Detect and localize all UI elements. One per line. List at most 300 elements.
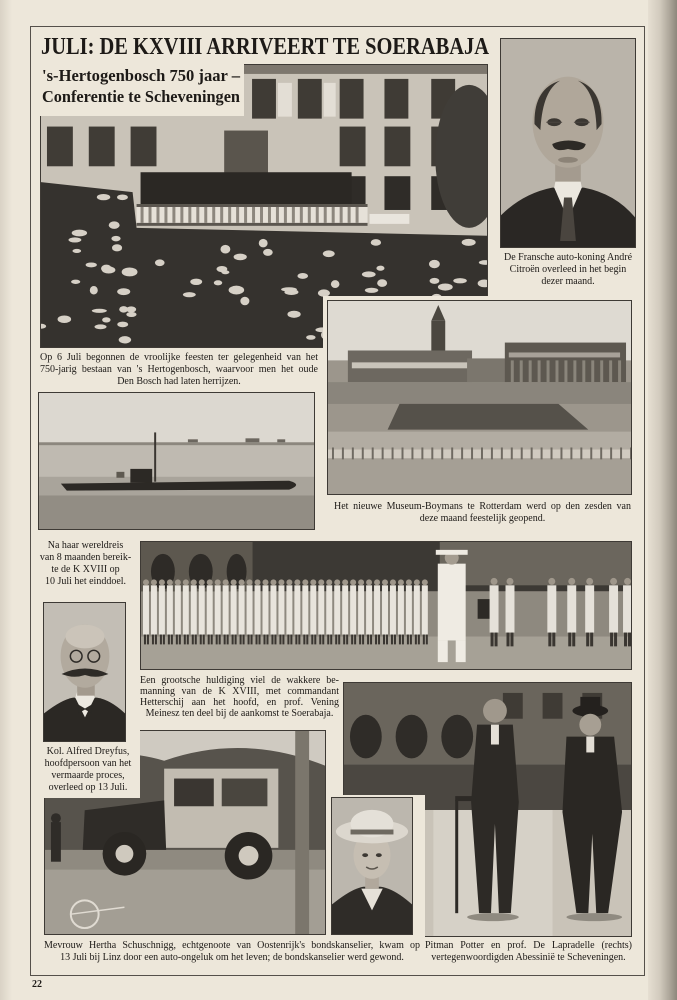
caption-line: 10 Juli het einddoel. (44, 576, 127, 587)
photo-detail (264, 635, 266, 645)
photo-detail (172, 207, 175, 223)
photo-detail (211, 635, 213, 645)
photo-detail (252, 207, 255, 223)
photo-detail (248, 635, 250, 645)
photo-detail (195, 635, 197, 645)
photo-detail (308, 207, 311, 223)
photo-detail (122, 267, 138, 276)
photo-detail (324, 83, 336, 117)
photo-detail (438, 640, 448, 662)
photo-detail (196, 207, 199, 223)
photo-detail (358, 579, 364, 585)
caption-schuschnigg (44, 940, 420, 964)
photo-detail (328, 458, 631, 494)
photo-detail (174, 779, 214, 807)
photo-detail (384, 127, 410, 167)
photo-detail (240, 297, 249, 306)
photo-detail (382, 447, 384, 459)
photo-detail (244, 207, 247, 223)
photo-detail (521, 447, 523, 459)
photo-detail (290, 635, 292, 645)
photo-detail (377, 279, 387, 287)
photo-detail (306, 635, 308, 645)
photo-detail (375, 635, 377, 645)
photo-andre-citroen-portrait (500, 38, 636, 248)
photo-detail (370, 635, 372, 645)
photo-detail (281, 287, 297, 291)
caption-line: vermaarde proces, (51, 770, 125, 781)
photo-illustration (501, 39, 635, 247)
subtitle-line: 's-Hertogenbosch 750 jaar – (42, 66, 240, 85)
photo-detail (247, 579, 253, 585)
caption-line: Na haar wereldreis (47, 540, 124, 551)
photo-detail (340, 127, 366, 167)
photo-detail (72, 230, 87, 237)
photo-detail (117, 322, 128, 328)
photo-detail (310, 579, 316, 585)
photo-detail (183, 585, 189, 634)
photo-detail (126, 312, 136, 317)
photo-detail (384, 79, 408, 119)
photo-detail (352, 362, 467, 368)
photo-detail (236, 207, 239, 223)
photo-detail (367, 635, 369, 645)
caption-line: hoofdpersoon van het (44, 758, 132, 769)
photo-detail (586, 633, 589, 647)
photo-detail (359, 635, 361, 645)
caption-line: te de K XVIII op (51, 564, 120, 575)
photo-illustration (44, 603, 125, 741)
photo-detail (282, 635, 284, 645)
page-number: 22 (32, 979, 42, 990)
photo-detail (155, 259, 165, 266)
photo-detail (168, 635, 170, 645)
caption-line: manning van de K XVIII, met commandant (140, 686, 339, 697)
photo-detail (286, 585, 292, 634)
caption-line: De Fransche auto-koning André (503, 252, 633, 263)
photo-detail (386, 635, 388, 645)
photo-detail (111, 236, 120, 241)
photo-detail (200, 635, 202, 645)
photo-detail (109, 221, 120, 228)
photo-detail (154, 432, 156, 481)
caption-line: Kol. Alfred Dreyfus, (46, 746, 130, 757)
photo-detail (252, 79, 276, 119)
photo-detail (263, 585, 269, 634)
photo-detail (319, 635, 321, 645)
photo-detail (297, 273, 308, 279)
photo-detail (72, 249, 81, 253)
photo-detail (92, 309, 107, 313)
photo-detail (204, 207, 207, 223)
caption-line: Meinesz ten deel bij de aankomst te Soerabaja. (145, 708, 334, 719)
photo-detail (143, 579, 149, 585)
photo-detail (112, 244, 122, 251)
caption-k-xviii (38, 540, 133, 588)
photo-detail (270, 579, 276, 585)
caption-line: Hetterschij aan het hoofd, en prof. Vening (140, 697, 339, 708)
photo-detail (590, 633, 593, 647)
photo-detail (216, 635, 218, 645)
photo-detail (600, 360, 603, 382)
caption-crew (140, 675, 339, 719)
photo-detail (579, 714, 601, 736)
photo-detail (328, 432, 631, 450)
caption-line: 750-jarig bestaan van 's Hertogenbosch, waarvoor men het oude (40, 364, 318, 375)
photo-detail (260, 207, 263, 223)
caption-dreyfus (42, 746, 134, 794)
photo-detail (451, 447, 453, 459)
photo-detail (331, 280, 340, 288)
photo-detail (423, 635, 425, 645)
photo-detail (191, 585, 197, 634)
photo-detail (481, 447, 483, 459)
photo-detail (335, 635, 337, 645)
photo-detail (600, 447, 602, 459)
photo-detail (624, 578, 631, 585)
page-subtitle (42, 65, 240, 107)
photo-detail (86, 262, 97, 267)
photo-detail (495, 633, 498, 647)
photo-detail (623, 585, 631, 632)
photo-detail (414, 579, 420, 585)
photo-detail (141, 207, 144, 223)
photo-detail (295, 731, 309, 934)
photo-detail (620, 447, 622, 459)
photo-detail (388, 404, 589, 430)
photo-detail (302, 585, 308, 634)
photo-detail (406, 585, 412, 634)
photo-detail (582, 360, 585, 382)
caption-line: overleed op 13 Juli. (48, 782, 128, 793)
photo-detail (239, 846, 259, 866)
photo-detail (467, 913, 519, 921)
photo-detail (421, 447, 423, 459)
photo-detail (391, 635, 393, 645)
photo-detail (324, 207, 327, 223)
photo-detail (276, 207, 279, 223)
photo-detail (89, 127, 115, 167)
photo-detail (47, 127, 73, 167)
photo-detail (358, 585, 364, 634)
photo-detail (318, 585, 324, 634)
photo-detail (520, 360, 523, 382)
photo-detail (586, 578, 593, 585)
photo-detail (167, 585, 173, 634)
photo-detail (171, 635, 173, 645)
photo-detail (300, 207, 303, 223)
photo-detail (220, 207, 223, 223)
photo-submarine-k-xviii (38, 392, 315, 530)
photo-detail (191, 579, 197, 585)
photo-detail (187, 635, 189, 645)
page-title-text: JULI: DE KXVIII ARRIVEERT TE SOERABAJA (41, 34, 489, 60)
photo-detail (302, 579, 308, 585)
photo-detail (192, 635, 194, 645)
photo-detail (334, 585, 340, 634)
photo-detail (298, 79, 322, 119)
photo-detail (164, 207, 167, 223)
photo-detail (310, 585, 316, 634)
photo-detail (471, 447, 473, 459)
photo-detail (630, 447, 631, 459)
photo-detail (415, 635, 417, 645)
photo-detail (221, 270, 229, 274)
photo-detail (350, 715, 382, 759)
photo-detail (376, 266, 384, 271)
photo-detail (491, 725, 499, 745)
photo-detail (585, 585, 594, 632)
photo-detail (538, 360, 541, 382)
photo-detail (207, 579, 213, 585)
photo-detail (151, 585, 157, 634)
photo-detail (199, 579, 205, 585)
photo-detail (491, 633, 494, 647)
photo-detail (396, 715, 428, 759)
photo-detail (334, 579, 340, 585)
photo-detail (97, 194, 110, 200)
photo-detail (155, 635, 157, 645)
photo-detail (183, 292, 196, 297)
photo-detail (580, 447, 582, 459)
photo-detail (71, 280, 80, 284)
photo-detail (390, 585, 396, 634)
photo-illustration (39, 393, 314, 529)
photo-detail (214, 280, 222, 285)
photo-detail (365, 288, 378, 293)
caption-pitman (425, 940, 632, 964)
photo-detail (180, 207, 183, 223)
subtitle-line: Conferentie te Scheveningen (42, 87, 240, 106)
photo-detail (346, 635, 348, 645)
photo-detail (441, 447, 443, 459)
photo-detail (455, 800, 458, 913)
photo-detail (332, 447, 334, 459)
photo-detail (224, 635, 226, 645)
photo-detail (541, 447, 543, 459)
photo-detail (188, 207, 191, 223)
photo-detail (126, 306, 136, 312)
caption-line: van 8 maanden bereik- (39, 552, 132, 563)
photo-detail (259, 239, 268, 248)
photo-detail (342, 579, 348, 585)
photo-detail (102, 266, 115, 273)
photo-detail (277, 439, 285, 442)
photo-detail (366, 585, 372, 634)
photo-detail (552, 633, 555, 647)
photo-detail (547, 360, 550, 382)
photo-detail (231, 579, 237, 585)
photo-detail (149, 207, 152, 223)
photo-detail (624, 633, 627, 647)
photo-detail (422, 579, 428, 585)
photo-detail (39, 445, 314, 477)
photo-detail (378, 635, 380, 645)
photo-detail (184, 635, 186, 645)
photo-detail (570, 447, 572, 459)
photo-detail (511, 360, 514, 382)
page-fold-shadow (648, 0, 677, 1000)
photo-detail (440, 542, 631, 585)
photo-detail (159, 585, 165, 634)
photo-detail (65, 625, 104, 649)
photo-detail (483, 699, 507, 723)
photo-detail (102, 317, 110, 322)
page-edge-left (0, 0, 12, 1000)
photo-detail (547, 585, 556, 632)
photo-detail (398, 579, 404, 585)
photo-detail (352, 447, 354, 459)
photo-detail (430, 278, 440, 284)
photo-hertha-schuschnigg-portrait (331, 797, 413, 935)
photo-museum-boymans (327, 300, 632, 495)
photo-detail (441, 715, 473, 759)
photo-detail (491, 447, 493, 459)
photo-detail (279, 635, 281, 645)
photo-detail (278, 83, 292, 117)
photo-detail (116, 472, 124, 478)
photo-detail (215, 579, 221, 585)
photo-detail (362, 635, 364, 645)
photo-detail (208, 635, 210, 645)
photo-detail (531, 447, 533, 459)
page-title (41, 33, 489, 61)
photo-detail (356, 207, 359, 223)
photo-detail (382, 579, 388, 585)
photo-detail (212, 207, 215, 223)
photo-detail (115, 845, 133, 863)
photo-detail (548, 633, 551, 647)
photo-detail (227, 635, 229, 645)
photo-detail (243, 635, 245, 645)
caption-line: dezer maand. (541, 276, 595, 287)
photo-detail (141, 172, 352, 204)
photo-detail (376, 853, 382, 857)
photo-detail (229, 286, 245, 295)
photo-detail (259, 635, 261, 645)
photo-detail (342, 447, 344, 459)
photo-detail (370, 214, 410, 224)
photo-detail (203, 635, 205, 645)
photo-detail (567, 585, 576, 632)
photo-detail (326, 579, 332, 585)
photo-detail (566, 913, 622, 921)
photo-detail (294, 585, 300, 634)
photo-detail (45, 870, 325, 934)
photo-detail (340, 79, 364, 119)
photo-detail (220, 245, 230, 254)
photo-detail (614, 633, 617, 647)
photo-detail (406, 579, 412, 585)
photo-crew-ceremony (140, 541, 632, 670)
photo-detail (144, 635, 146, 645)
photo-detail (618, 360, 621, 382)
photo-detail (374, 585, 380, 634)
photo-detail (453, 278, 467, 283)
photo-detail (295, 635, 297, 645)
caption-line: Citroën overleed in het begin (509, 264, 627, 275)
photo-detail (431, 447, 433, 459)
photo-detail (94, 324, 106, 329)
photo-detail (467, 358, 507, 382)
photo-detail (586, 737, 594, 753)
photo-detail (247, 585, 253, 634)
photo-detail (354, 635, 356, 645)
photo-detail (223, 585, 229, 634)
photo-detail (398, 585, 404, 634)
photo-illustration (332, 798, 412, 934)
photo-detail (137, 223, 368, 226)
photo-detail (239, 585, 245, 634)
photo-detail (306, 335, 315, 340)
photo-detail (362, 447, 364, 459)
photo-detail (131, 127, 157, 167)
photo-detail (338, 635, 340, 645)
photo-detail (366, 579, 372, 585)
photo-detail (429, 260, 440, 268)
photo-detail (286, 579, 292, 585)
caption-line: 13 Juli bij Linz door een auto-ongeluk om het leven; de bondskanselier werd gewond. (60, 952, 404, 963)
photo-detail (342, 585, 348, 634)
photo-detail (564, 360, 567, 382)
photo-detail (327, 635, 329, 645)
photo-detail (239, 579, 245, 585)
photo-detail (117, 288, 130, 295)
photo-detail (278, 579, 284, 585)
caption-line: Mevrouw Hertha Schuschnigg, echtgenoote van Oostenrijk's bondskanselier, kwam op (44, 940, 420, 951)
photo-detail (390, 579, 396, 585)
photo-detail (245, 438, 259, 442)
photo-detail (190, 279, 202, 285)
photo-detail (362, 271, 376, 277)
photo-detail (351, 830, 394, 835)
photo-detail (610, 578, 617, 585)
photo-detail (410, 635, 412, 645)
photo-detail (251, 635, 253, 645)
photo-detail (509, 352, 620, 357)
photo-detail (271, 635, 273, 645)
photo-detail (560, 447, 562, 459)
photo-detail (590, 447, 592, 459)
photo-detail (374, 579, 380, 585)
photo-detail (167, 579, 173, 585)
caption-line: Op 6 Juli begonnen de vroolijke feesten ter gelegenheid van het (40, 352, 318, 363)
photo-detail (219, 635, 221, 645)
photo-detail (328, 382, 631, 404)
photo-detail (207, 585, 213, 634)
photo-detail (568, 578, 575, 585)
photo-detail (235, 635, 237, 645)
photo-detail (572, 633, 575, 647)
photo-detail (222, 779, 268, 807)
photo-detail (232, 635, 234, 645)
photo-detail (263, 579, 269, 585)
photo-detail (287, 635, 289, 645)
photo-detail (156, 207, 159, 223)
photo-detail (372, 447, 374, 459)
photo-detail (394, 635, 396, 645)
caption-line: Pitman Potter en prof. De Lapradelle (rechts) (425, 940, 632, 951)
photo-detail (501, 447, 503, 459)
photo-alfred-dreyfus-portrait (43, 602, 126, 742)
caption-line: Een grootsche huldiging viel de wakkere be- (140, 675, 339, 686)
photo-illustration (141, 542, 631, 669)
photo-detail (456, 640, 466, 662)
photo-detail (411, 447, 413, 459)
caption-hertogenbosch (40, 352, 318, 388)
photo-detail (462, 239, 476, 246)
photo-detail (287, 311, 300, 318)
